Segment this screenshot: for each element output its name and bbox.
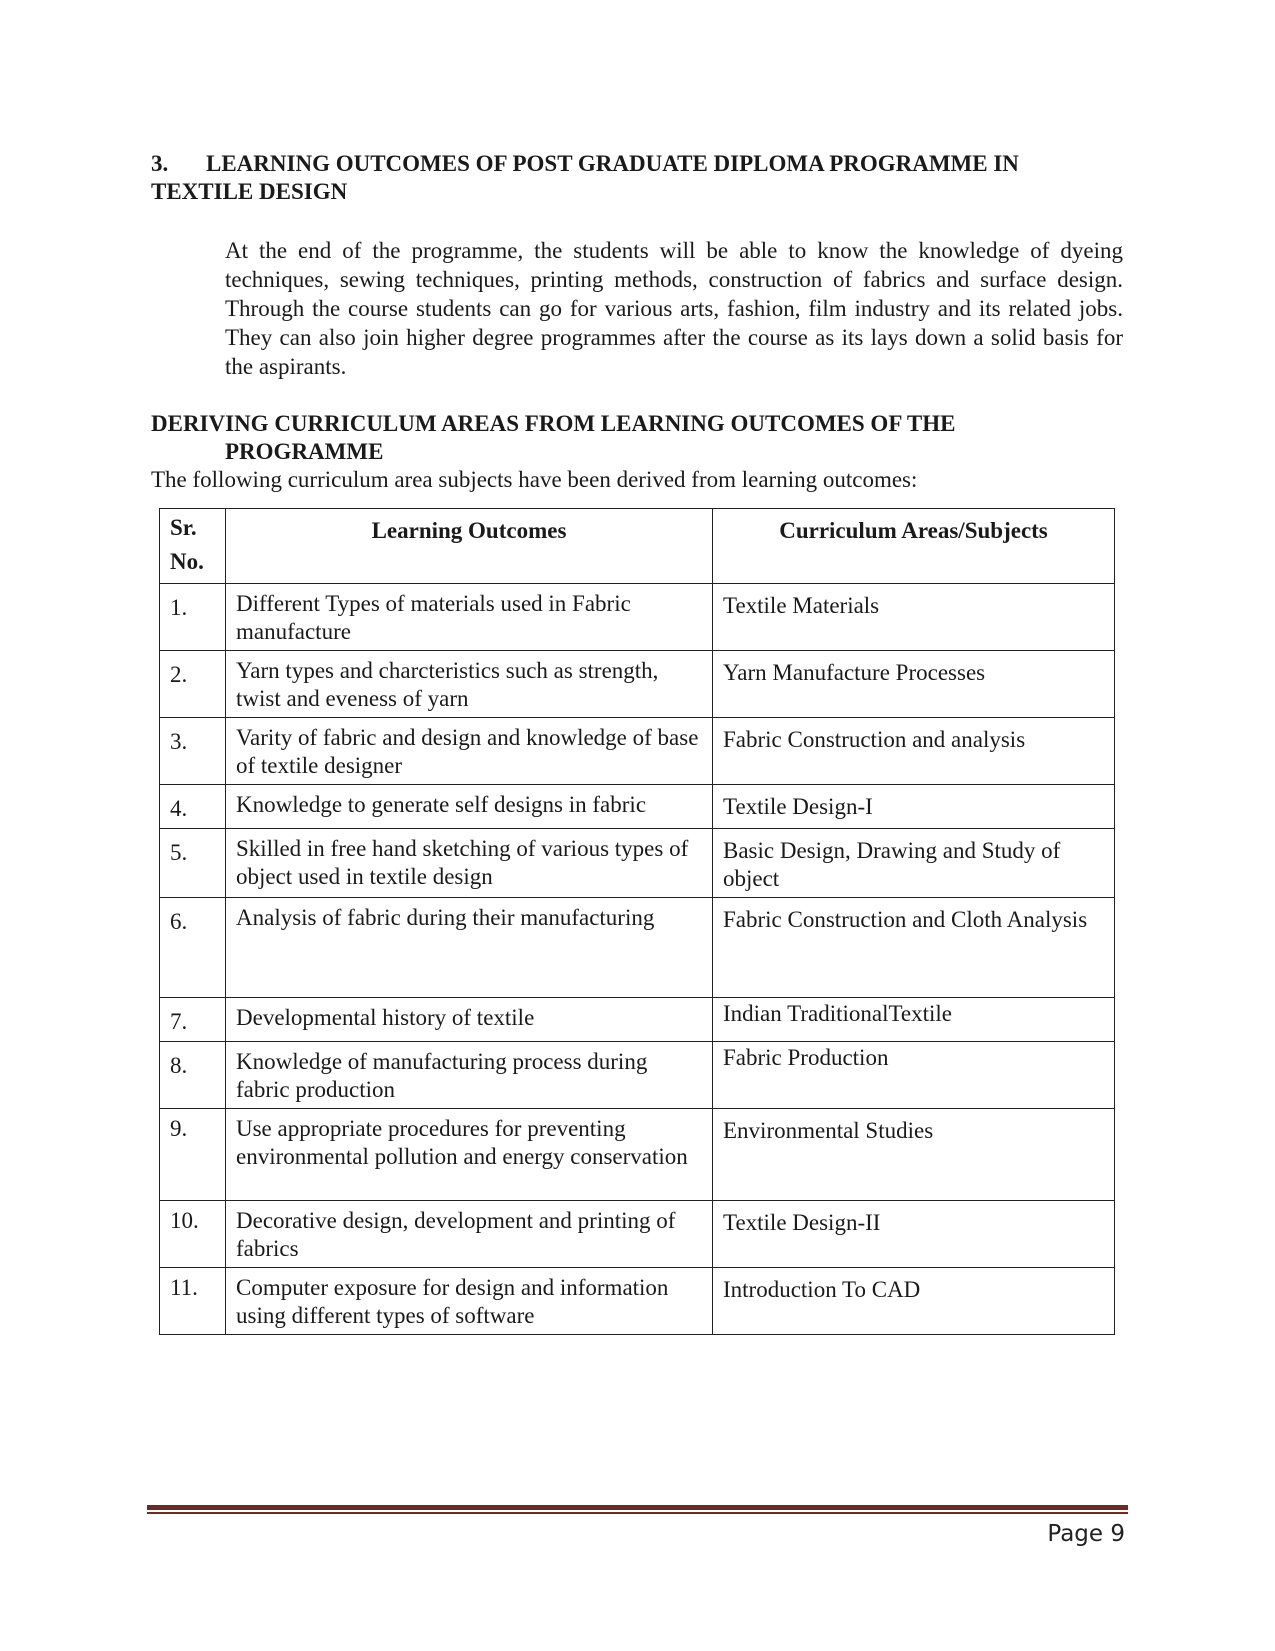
table-row — [160, 651, 1115, 718]
table-row — [160, 1109, 1115, 1201]
row-sr: 10. — [160, 1201, 226, 1268]
deriving-heading-line2: PROGRAMME — [225, 439, 384, 464]
row-outcome: Knowledge of manufacturing process during fabric production — [226, 1042, 713, 1109]
row-outcome: Decorative design, development and printing of fabrics — [226, 1201, 713, 1268]
table-row — [160, 829, 1115, 898]
row-sr: 5. — [160, 829, 226, 898]
section-heading — [151, 150, 1111, 206]
row-area: Fabric Construction and analysis — [713, 718, 1115, 785]
section-title: LEARNING OUTCOMES OF POST GRADUATE DIPLOMA PROGRAMME IN TEXTILE DESIGN — [151, 151, 1019, 204]
header-learning-outcomes: Learning Outcomes — [226, 509, 713, 584]
row-sr: 6. — [160, 898, 226, 998]
row-area: Textile Materials — [713, 584, 1115, 651]
table-row — [160, 718, 1115, 785]
row-outcome: Skilled in free hand sketching of various types of object used in textile design — [226, 829, 713, 898]
row-sr: 9. — [160, 1109, 226, 1201]
row-outcome: Developmental history of textile — [226, 998, 713, 1042]
row-area: Environmental Studies — [713, 1109, 1115, 1201]
footer-rule-thick — [147, 1505, 1128, 1510]
header-sr-line2: No. — [170, 549, 204, 574]
row-area: Textile Design-II — [713, 1201, 1115, 1268]
row-area: Introduction To CAD — [713, 1268, 1115, 1335]
row-sr: 7. — [160, 998, 226, 1042]
table-row — [160, 1268, 1115, 1335]
row-outcome: Use appropriate procedures for preventing environmental pollution and energy conservation — [226, 1109, 713, 1201]
table-row — [160, 584, 1115, 651]
outcomes-table — [159, 508, 1115, 1335]
row-outcome: Knowledge to generate self designs in fabric — [226, 785, 713, 829]
row-sr: 2. — [160, 651, 226, 718]
row-outcome: Analysis of fabric during their manufacturing — [226, 898, 713, 998]
footer-rule-thin — [147, 1512, 1128, 1514]
table-row — [160, 785, 1115, 829]
row-outcome: Varity of fabric and design and knowledge of base of textile designer — [226, 718, 713, 785]
row-outcome: Computer exposure for design and information using different types of software — [226, 1268, 713, 1335]
header-sr-line1: Sr. — [170, 515, 197, 540]
row-sr: 11. — [160, 1268, 226, 1335]
deriving-heading — [151, 410, 1111, 466]
header-curriculum-areas: Curriculum Areas/Subjects — [713, 509, 1115, 584]
row-area: Basic Design, Drawing and Study of object — [713, 829, 1115, 898]
row-area: Yarn Manufacture Processes — [713, 651, 1115, 718]
row-sr: 8. — [160, 1042, 226, 1109]
row-sr: 3. — [160, 718, 226, 785]
row-area: Fabric Construction and Cloth Analysis — [713, 898, 1115, 998]
table-row — [160, 898, 1115, 998]
row-sr: 1. — [160, 584, 226, 651]
row-area: Fabric Production — [713, 1042, 1115, 1109]
table-row — [160, 998, 1115, 1042]
table-row — [160, 1201, 1115, 1268]
row-outcome: Yarn types and charcteristics such as strength, twist and eveness of yarn — [226, 651, 713, 718]
row-area: Indian TraditionalTextile — [713, 998, 1115, 1042]
table-row — [160, 1042, 1115, 1109]
row-outcome: Different Types of materials used in Fabric manufacture — [226, 584, 713, 651]
page-number: Page 9 — [1047, 1521, 1125, 1547]
header-sr-no — [160, 509, 226, 584]
table-header-row — [160, 509, 1115, 584]
section-number: 3. — [151, 151, 169, 176]
row-sr: 4. — [160, 785, 226, 829]
deriving-heading-line1: DERIVING CURRICULUM AREAS FROM LEARNING OUTCOMES OF THE — [151, 411, 956, 436]
deriving-subtext: The following curriculum area subjects have been derived from learning outcomes: — [151, 467, 918, 492]
intro-paragraph: At the end of the programme, the students will be able to know the knowledge of dyeing techniques, sewing techniques, printing methods, construction of fabrics and surface design. Through the course students can go for various arts, fashion, film industry and its related jobs. They can also join higher degree programmes after the course as its lays down a solid basis for the aspirants. — [225, 238, 1123, 379]
row-area: Textile Design-I — [713, 785, 1115, 829]
